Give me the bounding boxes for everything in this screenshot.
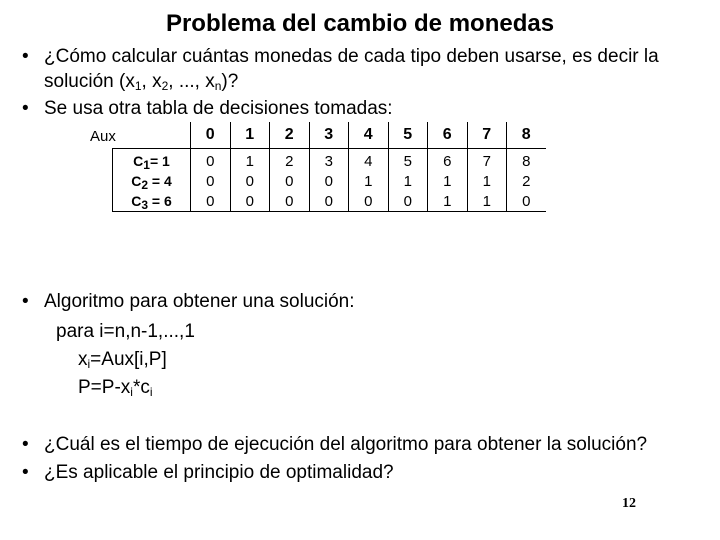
decision-table bbox=[112, 122, 546, 212]
bullet-dot: • bbox=[22, 98, 29, 119]
row-label: $C_2 = 4$ bbox=[113, 171, 191, 191]
table-cell: 1 bbox=[349, 171, 389, 191]
table-header: 8 bbox=[507, 122, 546, 149]
page-number: 12 bbox=[622, 496, 636, 511]
bullet-question-how bbox=[22, 45, 659, 68]
table-header: 7 bbox=[467, 122, 507, 149]
bullet-dot: • bbox=[22, 46, 29, 67]
table-cell: 0 bbox=[309, 191, 349, 212]
table-cell: 0 bbox=[388, 191, 428, 212]
bullet-text: ¿Cómo calcular cuántas monedas de cada tipo deben usarse, es decir la bbox=[44, 46, 659, 67]
table-cell: 2 bbox=[270, 149, 310, 172]
table-cell: 1 bbox=[467, 171, 507, 191]
slide-title: Problema del cambio de monedas bbox=[165, 10, 555, 37]
table-cell: 7 bbox=[467, 149, 507, 172]
bullet-text: ¿Es aplicable el principio de optimalidad? bbox=[44, 462, 394, 483]
bullet-text: Se usa otra tabla de decisiones tomadas: bbox=[44, 98, 393, 119]
table-cell: 0 bbox=[230, 191, 270, 212]
table-cell: 0 bbox=[191, 149, 231, 172]
algorithm-step-x: $x_i=Aux[i,P]$ bbox=[78, 349, 167, 371]
table-header-row bbox=[113, 122, 546, 149]
table-cell: 0 bbox=[507, 191, 546, 212]
table-cell: 0 bbox=[349, 191, 389, 212]
table-cell: 1 bbox=[428, 171, 468, 191]
table-header: 0 bbox=[191, 122, 231, 149]
table-cell: 1 bbox=[230, 149, 270, 172]
algorithm-step-p: $P=P-x_i*c_i$ bbox=[78, 377, 153, 399]
table-header: 6 bbox=[428, 122, 468, 149]
table-cell: 2 bbox=[522, 172, 531, 190]
bullet-question-how-cont: solución ($x_1$, $x_2$, ..., $x_n$)? bbox=[44, 71, 239, 93]
table-header: 3 bbox=[309, 122, 349, 149]
bullet-algorithm bbox=[22, 290, 355, 313]
bullet-text: Algoritmo para obtener una solución: bbox=[44, 291, 355, 312]
row-label: $C_1= 1$ bbox=[113, 149, 191, 172]
table-cell: 6 bbox=[428, 149, 468, 172]
table-row bbox=[113, 149, 546, 172]
table-cell: 5 bbox=[388, 149, 428, 172]
table-row bbox=[113, 171, 546, 191]
table-cell: 0 bbox=[230, 171, 270, 191]
table-header: 4 bbox=[349, 122, 389, 149]
table-cell: 3 bbox=[309, 149, 349, 172]
bullet-dot: • bbox=[22, 291, 29, 312]
bullet-optimality bbox=[22, 461, 394, 484]
table-header: 2 bbox=[270, 122, 310, 149]
table-cell: 8 bbox=[522, 152, 531, 170]
table-cell: 1 bbox=[467, 191, 507, 212]
table-corner bbox=[113, 122, 191, 149]
table-cell: 0 bbox=[191, 171, 231, 191]
table-cell: 0 bbox=[309, 171, 349, 191]
aux-label: Aux bbox=[90, 128, 116, 145]
bullet-runtime bbox=[22, 433, 647, 456]
algorithm-loop: para i=n,n-1,...,1 bbox=[56, 321, 195, 342]
table-cell: 0 bbox=[270, 191, 310, 212]
row-label: $C_3 = 6$ bbox=[113, 191, 191, 212]
table-cell: 1 bbox=[428, 191, 468, 212]
table-cell: 4 bbox=[349, 149, 389, 172]
bullet-text: ¿Cuál es el tiempo de ejecución del algoritmo para obtener la solución? bbox=[44, 434, 648, 455]
bullet-decision-table bbox=[22, 97, 393, 120]
table-cell: 1 bbox=[388, 171, 428, 191]
bullet-dot: • bbox=[22, 434, 29, 455]
bullet-dot: • bbox=[22, 462, 29, 483]
table-header: 5 bbox=[388, 122, 428, 149]
table-row bbox=[113, 191, 546, 212]
table-cell: 0 bbox=[270, 171, 310, 191]
table-header: 1 bbox=[230, 122, 270, 149]
table-cell: 0 bbox=[191, 191, 231, 212]
